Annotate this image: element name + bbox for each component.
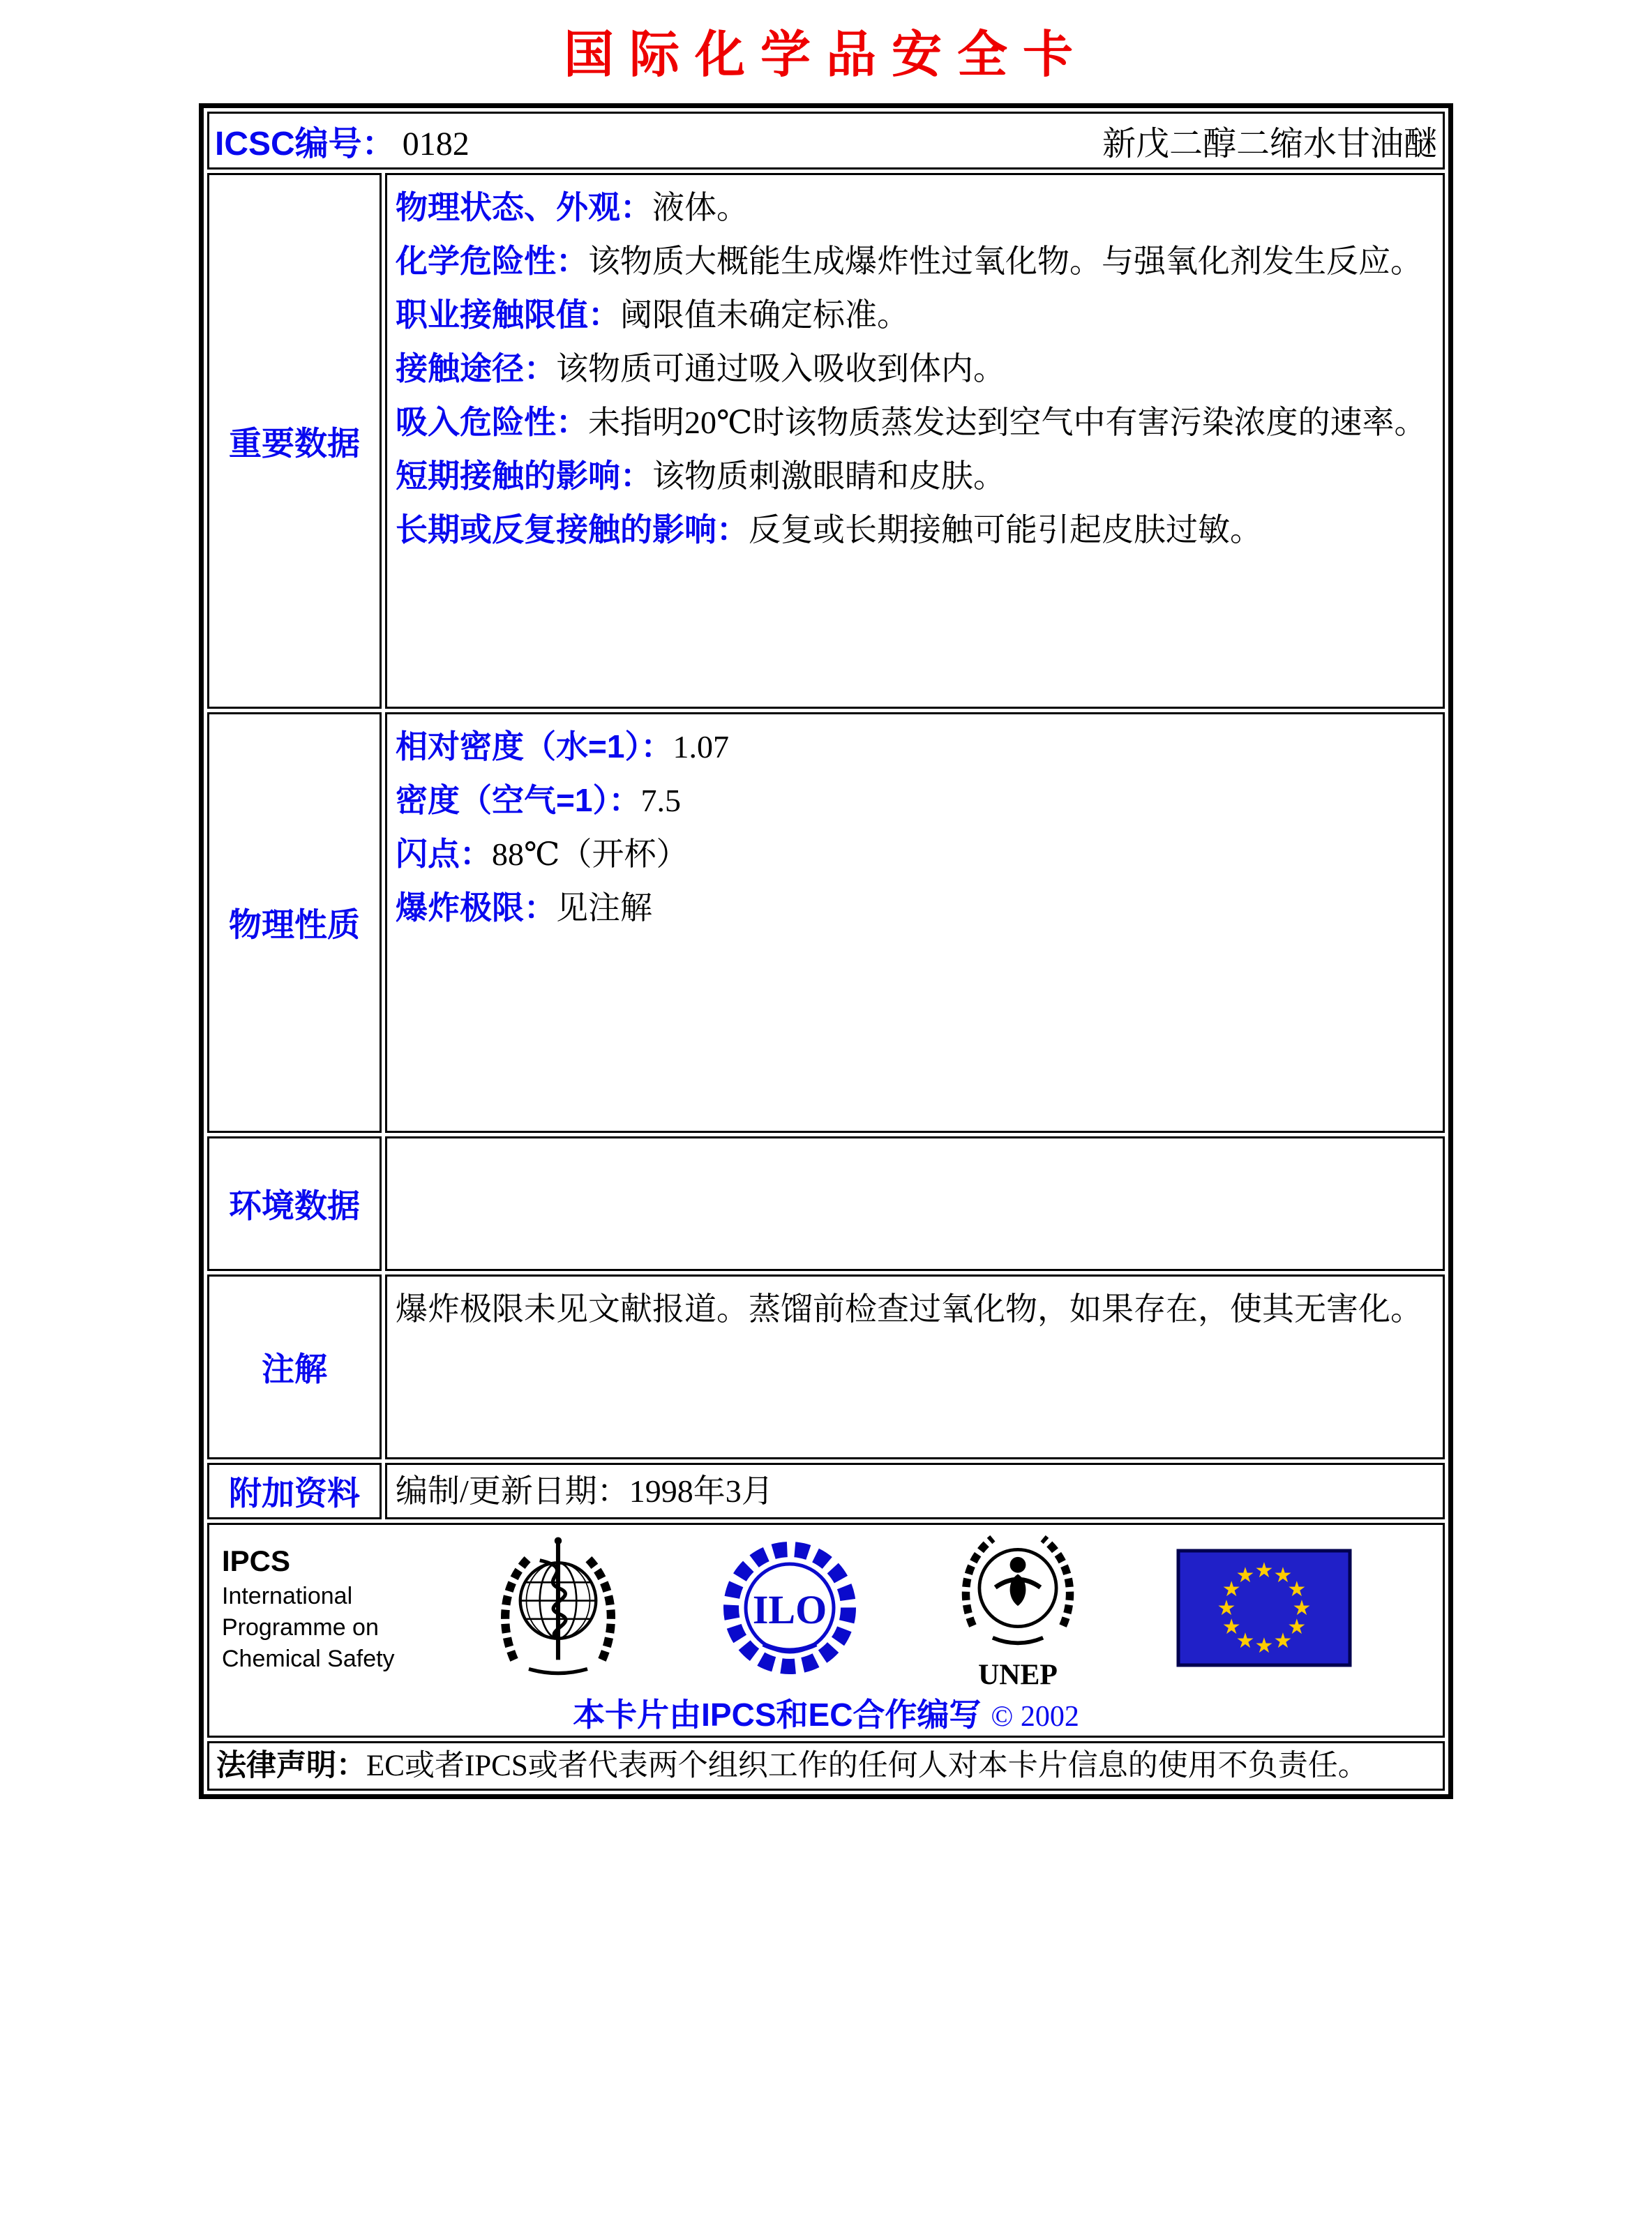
header-row (207, 112, 1445, 170)
svg-text:★: ★ (1254, 1634, 1274, 1658)
icsc-card-table (199, 103, 1453, 1799)
entry-explosive-limits: 爆炸极限：见注解 (396, 889, 652, 926)
svg-text:★: ★ (1222, 1577, 1241, 1602)
legal-notice-text: EC或者IPCS或者代表两个组织工作的任何人对本卡片信息的使用不负责任。 (366, 1750, 1368, 1782)
entry-inhalation-risk: 吸入危险性：未指明20℃时该物质蒸发达到空气中有害污染浓度的速率。 (396, 404, 1427, 440)
svg-text:★: ★ (1273, 1628, 1293, 1653)
physical-properties-content (385, 712, 1445, 1133)
caption-text: 本卡片由IPCS和EC合作编写 (573, 1697, 982, 1733)
copyright-text: © 2002 (991, 1701, 1079, 1733)
physical-properties-row (207, 712, 1445, 1133)
update-date-value: 1998年3月 (629, 1473, 774, 1509)
entry-short-term-effects: 短期接触的影响：该物质刺激眼睛和皮肤。 (396, 458, 1005, 494)
logos-row (207, 1523, 1445, 1738)
environmental-data-content (385, 1136, 1445, 1271)
svg-text:★: ★ (1287, 1577, 1307, 1602)
section-label-environmental-data: 环境数据 (207, 1136, 382, 1271)
legal-row (207, 1741, 1445, 1791)
entry-long-term-effects: 长期或反复接触的影响：反复或长期接触可能引起皮肤过敏。 (396, 511, 1262, 548)
svg-text:★: ★ (1236, 1628, 1255, 1653)
entry-occupational-limits: 职业接触限值：阈限值未确定标准。 (396, 296, 909, 333)
entry-physical-state: 物理状态、外观：液体。 (396, 189, 749, 225)
section-label-important-data: 重要数据 (207, 173, 382, 709)
svg-text:★: ★ (1254, 1558, 1274, 1583)
ipcs-acronym: IPCS (222, 1544, 291, 1577)
unep-logo-text: UNEP (978, 1659, 1058, 1691)
entry-chemical-hazard: 化学危险性：该物质大概能生成爆炸性过氧化物。与强氧化剂发生反应。 (396, 243, 1422, 279)
notes-text: 爆炸极限未见文献报道。蒸馏前检查过氧化物，如果存在，使其无害化。 (396, 1291, 1422, 1327)
additional-info-content (385, 1463, 1445, 1519)
ipcs-text-block: IPCS International Programme on Chemical Safety (222, 1542, 396, 1675)
svg-text:★: ★ (1292, 1596, 1312, 1620)
entry-exposure-routes: 接触途径：该物质可通过吸入吸收到体内。 (396, 350, 1005, 386)
entry-relative-density: 相对密度（水=1）：1.07 (396, 728, 729, 765)
legal-notice-label: 法律声明： (216, 1749, 366, 1782)
svg-text:★: ★ (1236, 1563, 1255, 1588)
legal-notice (216, 1746, 1436, 1786)
important-data-content (385, 173, 1445, 709)
page-title: 国际化学品安全卡 (563, 27, 1088, 83)
cooperation-caption (209, 1690, 1443, 1736)
section-label-physical-properties: 物理性质 (207, 712, 382, 1133)
icsc-number-label: ICSC编号： (215, 126, 396, 163)
chemical-name: 新戊二醇二缩水甘油醚 (1102, 126, 1437, 163)
section-label-additional-info: 附加资料 (207, 1463, 382, 1519)
svg-text:★: ★ (1217, 1596, 1236, 1620)
important-data-row (207, 173, 1445, 709)
icsc-number-group (215, 116, 470, 165)
icsc-number-value: 0182 (402, 126, 470, 163)
svg-text:★: ★ (1287, 1615, 1307, 1639)
additional-info-row (207, 1463, 1445, 1519)
svg-text:★: ★ (1273, 1563, 1293, 1588)
svg-text:★: ★ (1222, 1615, 1241, 1639)
ilo-logo-text: ILO (752, 1587, 827, 1632)
entry-flash-point: 闪点：88℃（开杯） (396, 836, 689, 872)
notes-row (207, 1274, 1445, 1459)
update-date-label: 编制/更新日期： (396, 1473, 629, 1509)
unep-logo (952, 1525, 1084, 1691)
ilo-logo (720, 1538, 859, 1678)
notes-content (385, 1274, 1445, 1459)
environmental-data-row (207, 1136, 1445, 1271)
entry-vapour-density: 密度（空气=1）：7.5 (396, 782, 681, 818)
eu-flag (1176, 1549, 1352, 1667)
section-label-notes: 注解 (207, 1274, 382, 1459)
who-logo (488, 1535, 628, 1681)
